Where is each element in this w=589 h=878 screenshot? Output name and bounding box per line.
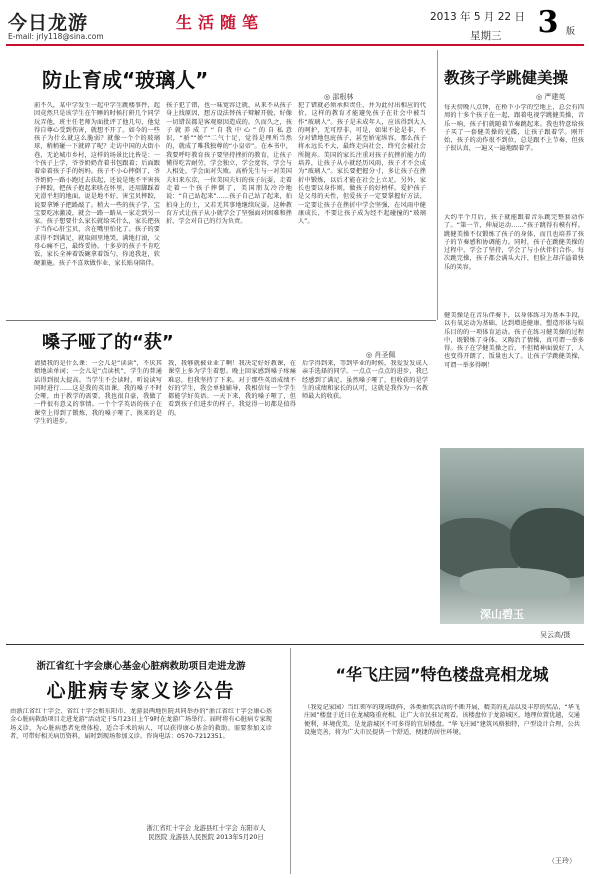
article3-headline: 嗓子哑了的“获” (42, 332, 174, 353)
ad-divider (6, 644, 584, 645)
article1-column-2: 孩子犯了错，也一味宽容迁就，从来不从孩子身上找原因，想方设法替孩子辩解开脱，好像一切错误都是客观原因造成的。久而久之，孩子就养成了“自我中心”的自私意识，“骄”“娇”“二气十足，觉得是理所当然的，就成了唯我独尊的“小皇帝”。在本书中，我要呼吁教育孩子要坚持挫折的教育，让孩子懂得吃苦耐劳，学会独立，学会宽容，学会与人相处，学会面对失败。高桥先生与一对美国夫妇来东京，一位美国夫妇的孩子玩耍，走着走着一个孩子摔倒了，美国朋友冷冷地说：“自己站起来”……孩子自己站了起来，拍拍身上的土，又若无其事地继续玩耍。这种教育方式让孩子从小就学会了坚强面对困难和挫折，学会对自己的行为负责。 (166, 102, 292, 226)
article2-column-2: 大约半个月后，孩子就能跟着音乐跳完整套动作了。“第一节，伸展运动……”孩子跳得有模有样。跳健美操不仅锻炼了孩子的身体，而且也培养了孩子的节奏感和协调能力。同时，孩子在跳健美操的过程中，学会了坚持，学会了与小伙伴们合作。每次跳完操，孩子都会满头大汗，但脸上却洋溢着快乐的笑容。 (444, 214, 584, 271)
health-notice (6, 652, 276, 874)
real-estate-credit: （王玲） (548, 857, 576, 865)
article2-column-1: 每天傍晚八点钟，在桥下小学的空地上，总会有四周的十多个孩子在一起，跟着电视学跳健美操，音乐一响，孩子们就随着节奏跳起来。我也特意给孩子买了一套健美操的光碟，让孩子跟着学。刚开始，孩子的动作很不到位，总是跟不上节奏，但孩子很认真，一遍又一遍地跟着学。 (444, 104, 584, 153)
column-divider (437, 50, 438, 320)
section-divider (6, 320, 436, 321)
page-unit: 版 (566, 27, 576, 37)
section-title: 生活随笔 (176, 13, 265, 32)
article3-column-2: 我，我够就被业业了啊！我决定好好教课，在课堂上多为学生着想。晚上回家感到嗓子疼痛难忍，但我坚持了下来。对于那些英语成绩不好的学生，我会单独辅导，我相信每一个学生都能学好英语。一天下来，我的嗓子哑了，但看到孩子们进步的样子，我觉得一切都是值得的。 (168, 360, 296, 417)
notice-signature: 浙江省红十字会 龙游县红十字会 东阳市人民医院 龙游县人民医院 2013年5月20日 (146, 824, 266, 841)
page-number: 3 (537, 5, 559, 40)
article1-column-3: 犯了错就必须承担责任，并为此付出相应的代价，这样的教育才能避免孩子在社会中被当作“玻璃人”。孩子是未成年人，应该得到大人的呵护，无可厚非，可是，如果不论是非，不分对错地包庇孩子，甚至娇宠纵容，那么孩子将永远长不大，最终走向社会，终究会被社会所抛弃。美国的家长注重对孩子抗挫折能力的培养，让孩子从小就经历风雨，孩子才不会成为“玻璃人”。家长要把握分寸，多让孩子在挫折中锻炼，以后才能在社会上立足。另外，家长也要以身作则，做孩子的好榜样。爱护孩子是父母的天性，但爱孩子一定要掌握好方法，一定要让孩子在挫折中学会坚强，在风雨中健康成长，不要让孩子成为经不起碰撞的“玻璃人”。 (298, 102, 426, 226)
masthead: 今日龙游 (8, 12, 89, 34)
email-address: E-mail: jrly118@sina.com (8, 32, 104, 41)
article3-column-3: 后学得到来，等到毕业的时候，我爱发发成人亲手选择的同学。一点点一点点的进步，我已经感到了满足。虽然嗓子哑了，但收获的是学生的成绩和家长的认可，这就是我作为一名教师最大的收获。 (302, 360, 428, 401)
notice-title: 心脏病专家义诊公告 (46, 680, 236, 702)
water-shape (460, 568, 570, 598)
real-estate-title: “华飞庄园”特色楼盘亮相龙城 (335, 665, 549, 684)
article1-byline: ◎ 邵根林 (324, 93, 354, 101)
photo-credit: 吴云高/摄 (540, 631, 571, 639)
ad-column-divider (290, 648, 291, 874)
page-header (0, 0, 589, 46)
article1-headline: 防止育成“玻璃人” (42, 68, 209, 92)
article2-column-3: 健美操是在音乐伴奏下，以身体练习为基本手段，以有氧运动为基础，达到增进健康、塑造形体与娱乐目的的一项体育运动。孩子在练习健美操的过程中，既锻炼了身体，又陶冶了情操，真可谓一举多得。孩子在学健美操之后，不但精神面貌好了，人也变得开朗了，饭量也大了。让孩子学跳健美操，可谓一举多得啊！ (444, 312, 584, 369)
article3-column-1: 请猜我的是什么课：一会儿是“读读”，不厌其烦地读单词；一会儿是“点读机”，学生的普通话得到很大提高。当学生不会读时，听说读写同时进行……这是我的英语课。我的嗓子不时会哑，由于教学的需要，我也很自豪，我做了一件很有意义的事情。一个个学英语的孩子在课堂上得到了锻炼，我的嗓子哑了，换来的是学生的进步。 (34, 360, 162, 426)
photo-caption: 深山碧玉 (480, 608, 524, 621)
landscape-photo (440, 448, 584, 624)
issue-weekday: 星期三 (470, 30, 502, 42)
real-estate-notice (300, 652, 584, 874)
issue-date: 2013 年 5 月 22 日 (430, 11, 525, 23)
article2-headline: 教孩子学跳健美操 (444, 69, 569, 87)
header-rule (6, 44, 584, 46)
article2-byline: ◎ 严建英 (536, 93, 566, 101)
notice-subtitle: 浙江省红十字会康心基金心脏病救助项目走进龙游 (36, 661, 246, 672)
notice-body: 由浙江省红十字会、省红十字会和东阳市、龙游县两地医院共同举办的“浙江省红十字会康心基金心脏病救助项目走进龙游”活动定于5月23日上午9时在龙游广场举行。届时将有心脏病专家现场义诊，为心脏病患者免费体检，适合手术的病人，可以获得康心基金的救助。需要参加义诊者，可带好相关病历资料，届时到现场参加义诊。咨询电话：0570-7212351。 (10, 708, 272, 740)
real-estate-body: （我爱记家园）当红领军的现场助阵，各类抽奖活动的不断开展，精美的礼品以及丰厚的奖品，“华飞庄园”楼盘于近日在龙城隆重亮相，让广大市民驻足观看。该楼盘位于龙游城区，地理位置优越，交通便利，环境优美，是龙游城区不可多得的宜居楼盘。“华飞庄园”建筑风格独特，户型设计合理，公共设施完善，将为广大市民提供一个舒适、便捷的居住环境。 (304, 704, 580, 736)
article1-column-1: 前不久，某中学发生一起中学生跳楼事件，起因竟然只是该学生在午睡的时候打鼾几个同学玩弄他，班主任老师为面批评了他几句，他觉得自尊心受到伤害，就想不开了。如今的一些孩子为什么就这么脆弱？就像一个个的玻璃球，稍稍碰一下就碎了呢？走访中国的大街小巷，无论城市乡村，这样的场景比比皆是：一个孩子上学，爷爷奶奶背着书包跟着；后面跟着牵着孩子手的妈妈。孩子不小心摔倒了，爷爷奶奶一路小跑过去扶起，还说是地不平害孩子摔跤，把孩子抱起来哄在怀里，还用脚踩着光滑平坦的地面，说是地不好，害宝贝摔跤，说要拿锤子把路敲了。稍大一些的孩子学，宝宝要吃冰激凌，就会一路一路从一家走到另一家。孩子想要什么家长就给买什么，家长把孩子当作心肝宝贝，含在嘴里怕化了。孩子的要求得不到满足，就取闹里地哭，满地打滚，父母心痛不已，最终妥协。十多岁的孩子不肯吃饭，家长全神着饭碗拿着饭勺，你追我赶，软硬兼施。孩子不喜欢做作业，家长贴身陪伴。 (34, 102, 160, 267)
article3-byline: ◎ 肖圣佩 (366, 351, 396, 359)
